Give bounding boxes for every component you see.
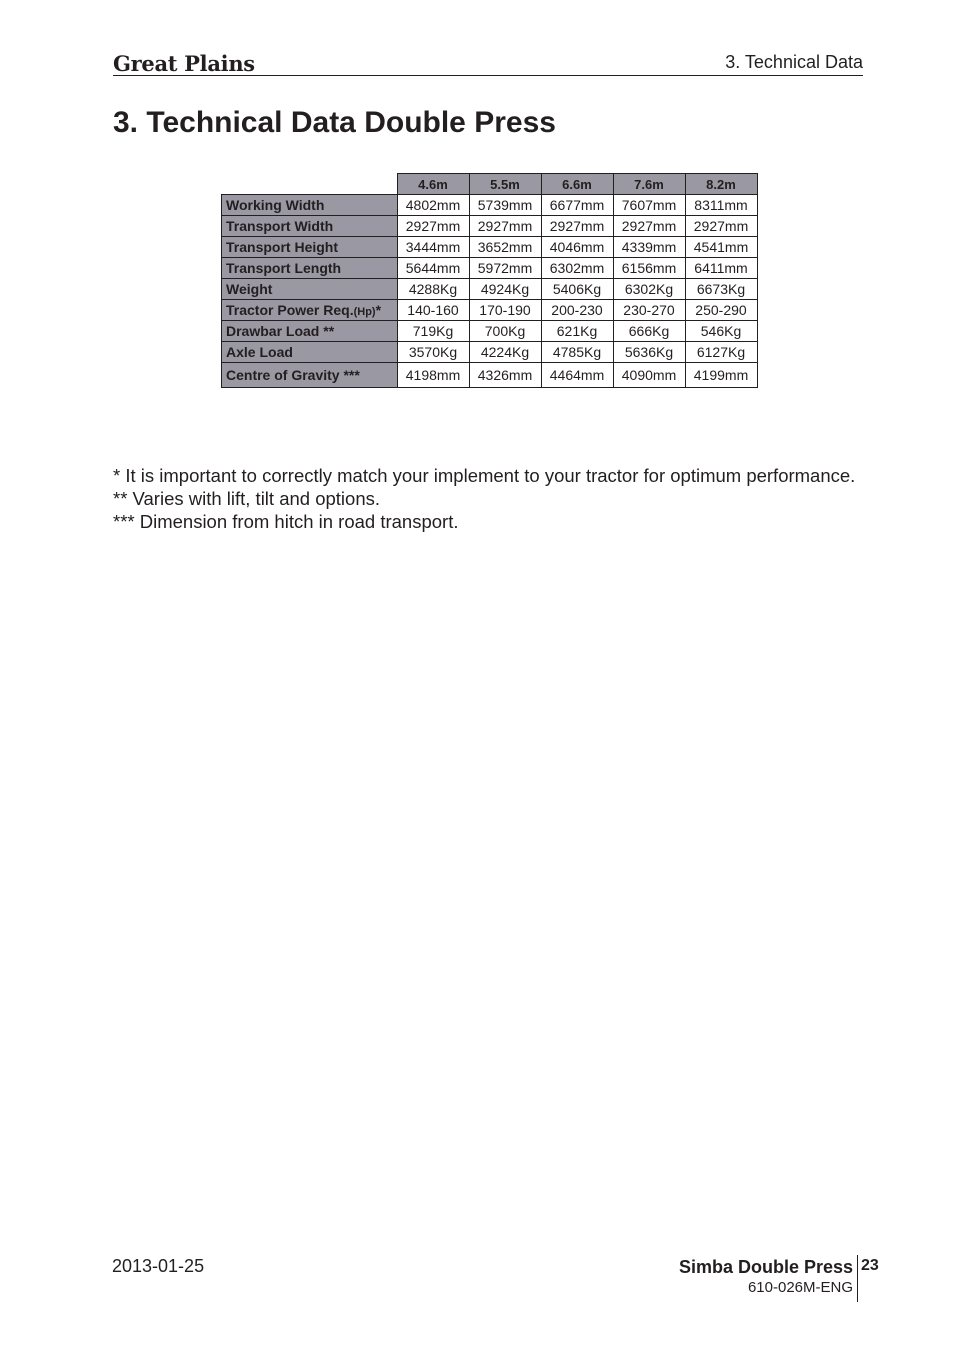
row-label: Transport Height <box>222 237 398 258</box>
table-row <box>222 195 758 216</box>
row-label: Weight <box>222 279 398 300</box>
footer-document-code: 610-026M-ENG <box>747 1279 853 1296</box>
table-row <box>222 258 758 279</box>
table-cell: 230-270 <box>613 300 685 321</box>
table-cell: 5406Kg <box>541 279 613 300</box>
table-cell: 8311mm <box>685 195 757 216</box>
row-label-unit: (Hp) <box>353 306 376 318</box>
table-cell: 3652mm <box>469 237 541 258</box>
table-cell: 5972mm <box>469 258 541 279</box>
table-cell: 2927mm <box>469 216 541 237</box>
row-label: Centre of Gravity *** <box>222 363 398 388</box>
table-cell: 4924Kg <box>469 279 541 300</box>
table-cell: 4224Kg <box>469 342 541 363</box>
table-cell: 2927mm <box>397 216 469 237</box>
footer-product-name: Simba Double Press <box>678 1257 853 1277</box>
brand-logo: Great Plains <box>113 51 255 76</box>
table-cell: 4090mm <box>613 363 685 388</box>
table-cell: 4339mm <box>613 237 685 258</box>
table-cell: 700Kg <box>469 321 541 342</box>
table-cell: 4326mm <box>469 363 541 388</box>
table-cell: 4198mm <box>397 363 469 388</box>
table-cell: 4802mm <box>397 195 469 216</box>
table-cell: 2927mm <box>685 216 757 237</box>
footnote: * It is important to correctly match your implement to your tractor for optimum performance. <box>113 465 856 486</box>
table-row <box>222 237 758 258</box>
table-row <box>222 363 758 388</box>
table-cell: 3444mm <box>397 237 469 258</box>
table-cell: 140-160 <box>397 300 469 321</box>
table-cell: 250-290 <box>685 300 757 321</box>
table-cell: 4199mm <box>685 363 757 388</box>
table-cell: 719Kg <box>397 321 469 342</box>
table-row <box>222 321 758 342</box>
table-cell: 4464mm <box>541 363 613 388</box>
page-number: 23 <box>861 1257 879 1274</box>
row-label: Transport Width <box>222 216 398 237</box>
table-cell: 5644mm <box>397 258 469 279</box>
table-cell: 7607mm <box>613 195 685 216</box>
column-header: 4.6m <box>397 174 469 195</box>
table-cell: 6677mm <box>541 195 613 216</box>
table-row <box>222 279 758 300</box>
column-header: 7.6m <box>613 174 685 195</box>
row-label-text: Tractor Power Req. <box>226 302 354 318</box>
table-row <box>222 216 758 237</box>
table-cell: 6673Kg <box>685 279 757 300</box>
footnotes <box>113 464 855 533</box>
footer-document-info <box>679 1255 858 1302</box>
footer-date: 2013-01-25 <box>112 1256 205 1276</box>
table-cell: 2927mm <box>541 216 613 237</box>
row-label: Drawbar Load ** <box>222 321 398 342</box>
footnote: ** Varies with lift, tilt and options. <box>113 488 381 509</box>
table-corner-cell <box>222 174 398 195</box>
table-cell: 2927mm <box>613 216 685 237</box>
table-cell: 200-230 <box>541 300 613 321</box>
table-cell: 6302mm <box>541 258 613 279</box>
table-cell: 666Kg <box>613 321 685 342</box>
footnote: *** Dimension from hitch in road transport. <box>113 511 459 532</box>
table-cell: 6156mm <box>613 258 685 279</box>
section-label: 3. Technical Data <box>725 52 863 72</box>
page-title: 3. Technical Data Double Press <box>113 106 556 139</box>
table-cell: 4046mm <box>541 237 613 258</box>
row-label <box>222 300 398 321</box>
row-label: Axle Load <box>222 342 398 363</box>
column-header: 6.6m <box>541 174 613 195</box>
page-header <box>113 48 863 76</box>
row-label: Working Width <box>222 195 398 216</box>
table-cell: 5739mm <box>469 195 541 216</box>
table-cell: 546Kg <box>685 321 757 342</box>
table-cell: 170-190 <box>469 300 541 321</box>
table-row <box>222 300 758 321</box>
table-cell: 6127Kg <box>685 342 757 363</box>
table-header-row <box>222 174 758 195</box>
table-cell: 621Kg <box>541 321 613 342</box>
row-label: Transport Length <box>222 258 398 279</box>
table-cell: 6411mm <box>685 258 757 279</box>
table-cell: 3570Kg <box>397 342 469 363</box>
row-label-suffix: * <box>375 302 382 318</box>
table-cell: 4288Kg <box>397 279 469 300</box>
column-header: 5.5m <box>469 174 541 195</box>
table-cell: 6302Kg <box>613 279 685 300</box>
table-cell: 5636Kg <box>613 342 685 363</box>
column-header: 8.2m <box>685 174 757 195</box>
table-cell: 4785Kg <box>541 342 613 363</box>
technical-data-table <box>221 173 758 388</box>
table-row <box>222 342 758 363</box>
table-cell: 4541mm <box>685 237 757 258</box>
